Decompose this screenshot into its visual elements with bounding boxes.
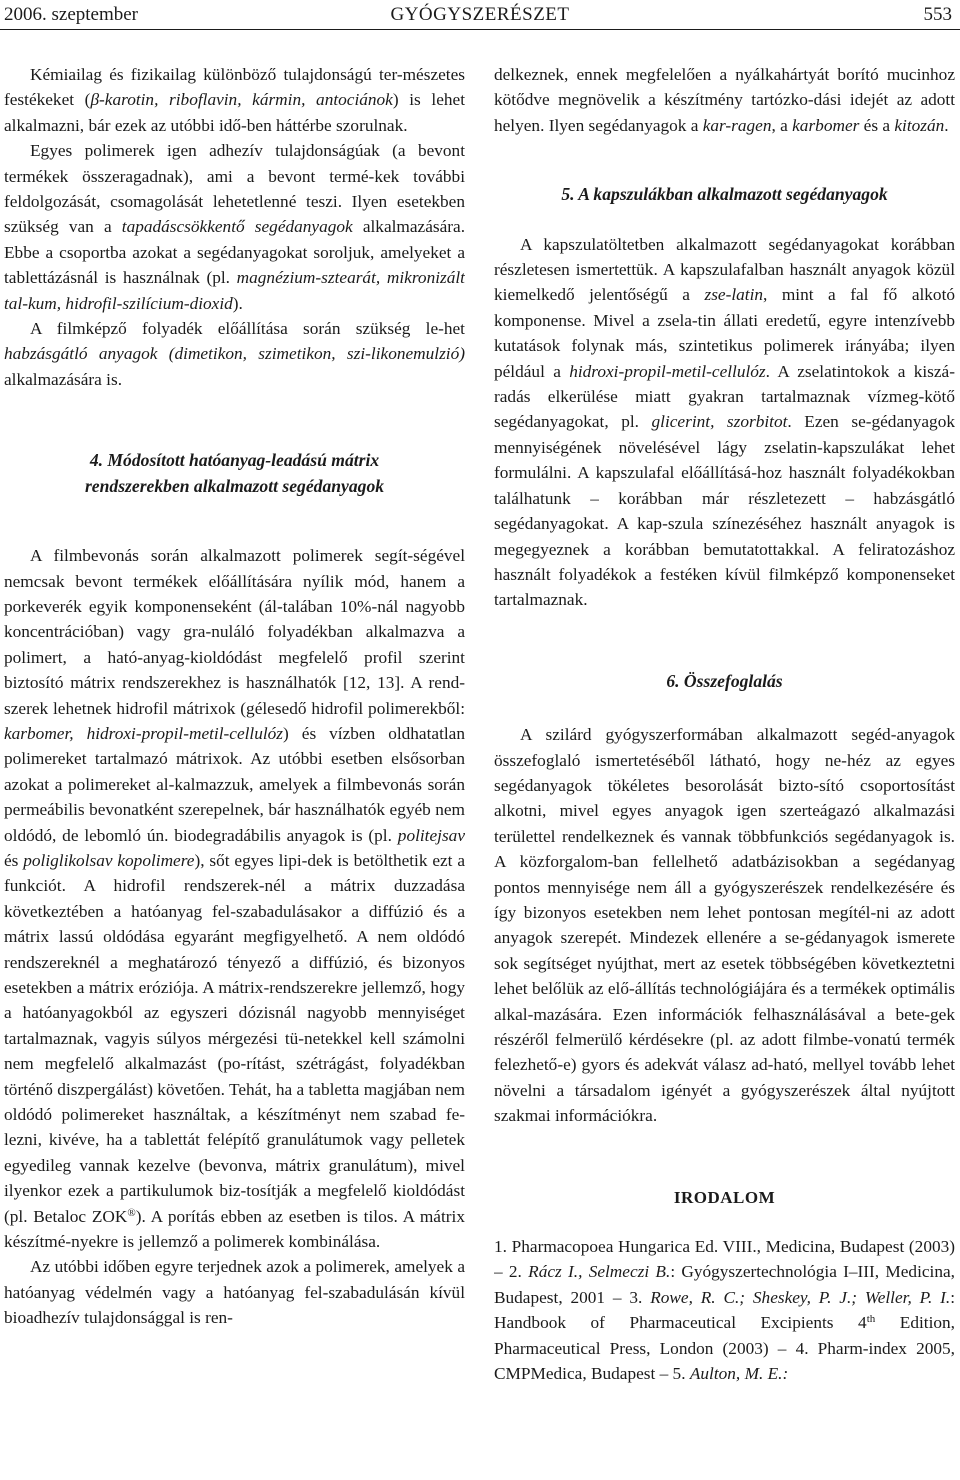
text-run: : Handbook of Pharmaceutical Excipients 4	[494, 1287, 955, 1333]
page-number: 553	[923, 4, 952, 25]
text-run: és	[4, 850, 24, 870]
text-run: A filmbevonás során alkalmazott polimerek segít-ségével nemcsak bevont termékek előállítására nyílik mód, hanem a porkeverék egyik komponenseként (ál-talában 10%-nál nagyobb koncentrációban) vagy gra-nuláló folyadékban alkalmazva a polimert, a ható-anyag-kioldódást megfelelő profil szerint biztosító mátrix rendszerekhez is használhatók [12, 13]. A rend-szerek lehetnek hidrofil mátrixok (gélesedő hidrofil polimerekből:	[4, 546, 465, 718]
heading-line: rendszerekben alkalmazott segédanyagok	[84, 475, 385, 496]
section-heading-5: 5. A kapszulákban alkalmazott segédanyagok	[561, 184, 888, 205]
text-run: és a	[859, 115, 895, 135]
text-run-italic: tapadáscsökkentő segédanyagok	[121, 217, 353, 237]
text-run: . Ezen se-gédanyagok mennyiségének növelésével lágy zselatin-kapszulákat lehet formulálni. A kapszulafal előállításá-hoz használt folyadékokban találhatunk – korábban már részletezett – habzásgátló segédanyagokat. A kap-szula színezéséhez használt anyagok is megegyeznek a korábban bemutatottakkal. A feliratozáshoz használt folyadékok a festéken kívül filmképző komponenseket tartalmaznak.	[494, 412, 955, 610]
paragraph-bioadhesive-cont	[494, 62, 955, 138]
text-run: ) is lehet alkalmazni, bár ezek az utóbbi idő-ben háttérbe szorulnak.	[4, 90, 465, 135]
text-run: Egyes polimerek igen adhezív tulajdonságúak (a bevont termékek összeragadnak), ami a bevont termé-kek további feldolgozását, csomagolását lehetetlenné teszi. Ilyen esetekben szükség van a	[4, 141, 465, 237]
section-heading-4	[4, 448, 465, 499]
text-run: , mint a fal fő alkotó komponense. Mivel a zsela-tin állati eredetű, egyre intenzívebb kutatások folynak más, szintetikus polimerek irányába; ilyen például a	[494, 285, 955, 381]
text-run: .	[944, 115, 949, 135]
heading-line: 4. Módosított hatóanyag-leadású mátrix	[89, 450, 380, 471]
references-heading: IRODALOM	[673, 1187, 776, 1207]
spacer	[494, 138, 955, 182]
paragraph-antifoam	[4, 316, 465, 392]
spacer	[494, 1210, 955, 1234]
left-column	[4, 62, 465, 1474]
paragraph-antiadhesive	[4, 138, 465, 316]
text-run-italic: β-karotin, riboflavin, kármin, antociánok	[90, 90, 393, 110]
paragraph-matrix-systems	[4, 543, 465, 1254]
journal-title: GYÓGYSZERÉSZET	[390, 4, 570, 25]
paragraph-capsules	[494, 232, 955, 613]
text-run-italic: glicerint, szorbitot	[651, 412, 788, 432]
issue-date: 2006. szeptember	[4, 4, 139, 25]
text-run-italic: Rowe, R. C.; Sheskey, P. J.; Weller, P. I.	[650, 1287, 951, 1307]
text-run: : Gyógyszertechnológia I–III, Medicina, Budapest, 2001 – 3.	[494, 1262, 955, 1307]
text-run-italic: magnézium-sztearát, mikronizált tal-kum, hidrofil-szilícium-dioxid	[4, 268, 465, 313]
superscript: th	[866, 1313, 876, 1326]
references-text	[494, 1234, 955, 1386]
text-run: A kapszulatöltetben alkalmazott segédanyagokat korábban részletesen ismertettük. A kapszulafalban használt anyagok közül kiemelkedő jelentőségű a	[494, 234, 955, 305]
spacer	[494, 208, 955, 232]
text-run: delkeznek, ennek megfelelően a nyálkahártyát borító mucinhoz kötődve megnövelik a készítmény tartózko-dási idejét az adott helyen. Ilyen segédanyagok a	[494, 65, 955, 135]
text-run: , a	[771, 115, 793, 135]
text-run-italic: politejsav	[397, 825, 465, 845]
text-run-italic: karbomer, hidroxi-propil-metil-cellulóz	[4, 723, 284, 743]
text-run: ).	[232, 293, 243, 313]
spacer	[4, 499, 465, 543]
text-run-italic: kitozán	[894, 115, 945, 135]
text-run-italic: Rácz I., Selmeczi B.	[528, 1262, 671, 1282]
section-heading-6: 6. Összefoglalás	[666, 670, 783, 691]
text-run-italic: karbomer	[792, 115, 860, 135]
spacer	[494, 1129, 955, 1185]
right-column	[494, 62, 955, 1474]
text-run-italic: kar-ragen	[702, 115, 772, 135]
text-run: Edition, Pharmaceutical Press, London (2003) – 4. Pharm-index 2005, CMPMedica, Budapest – 5.	[494, 1313, 955, 1384]
text-run-italic: habzásgátló anyagok (dimetikon, szimetikon, szi-likonemulzió)	[4, 344, 465, 364]
text-run-italic: hidroxi-propil-metil-cellulóz	[569, 361, 766, 381]
text-run: A filmképző folyadék előállítása során szükség le-het	[30, 319, 465, 339]
text-run: . A zselatintokok a kiszá-radás elkerülése miatt gyakran tartalmaznak vízmeg-kötő segédanyagokat, pl.	[494, 361, 955, 432]
text-run-italic: poliglikolsav kopolimere	[23, 850, 195, 870]
text-run: alkalmazására. Ebbe a csoportba azokat a segédanyagokat soroljuk, amelyeket a tablettázásnál is használnak (pl.	[4, 217, 465, 288]
spacer	[494, 694, 955, 722]
page-header	[0, 0, 960, 30]
text-run: Kémiailag és fizikailag különböző tulajdonságú ter-mészetes festékeket (	[4, 65, 465, 110]
registered-mark: ®	[127, 1206, 136, 1219]
text-run: ) és vízben oldhatatlan polimereket tartalmazó mátrixok. Az utóbbi esetben elsősorban azokat a polimereket al-kalmazzuk, amelyek a filmbevonás során permeábilis bevonatként szerepelnek, bár használhatók egyéb nem oldódó, de lebomló ún. biodegradábilis anyagok is (pl.	[4, 723, 465, 845]
references-list	[494, 1234, 955, 1386]
text-run-italic: Aulton, M. E.:	[689, 1364, 789, 1384]
paragraph-summary: A szilárd gyógyszerformában alkalmazott segéd-anyagok összefoglaló ismertetéséből látható, hogy ne-héz az egyes segédanyagok tökéletes besorolását bizto-sító csoportosítást alkotni, mivel egyes anyagok igen szerteágazó alkalmazási területtel rendelkeznek és vannak többfunkciós segédanyagok is. A közforgalom-ban fellelhető adatbázisokban a segédanyag pontos mennyisége nem áll a gyógyszerészek rendelkezésére és így bizonyos esetekben nem lehet pontosan megítél-ni az adott anyagok szerepét. Mindezek ellenére a se-gédanyagok ismerete sok segítséget nyújthat, mert az esetek többségében következtetni lehet belőlük az elő-állítás technológiájára és a termékek optimális alkal-mazására. Ezen információk felhasználásával a bete-gek részéről felmerülő kérdésekre (pl. az adott filmbe-vonatú termék felezhető-e) gyors és adekvát válasz ad-ható, mellyel tovább lehet növelni a társadalom igényét a gyógyszerészek által nyújtott szakmai információkra.	[494, 725, 955, 1126]
text-run: ), sőt egyes lipi-dek is betölthetik ezt a funkciót. A hidrofil rendszerek-nél a mátrix duzzadása következtében a hatóanyag fel-szabadulásakor a diffúzió és a mátrix lassú oldódása egyaránt megfigyelhető. A nem oldódó rendszereknél a meghatározó tényező a diffúzió, és bizonyos esetekben a mátrix eróziója. A mátrix-rendszerekre jellemző, hogy a hatóanyagokból az egyszeri dózisnál nagyobb mennyiséget tartalmaznak, vagyis súlyos mérgezési tü-netekkel kell számolni nem megfelelő alkalmazást (po-rítást, szétrágást, folyadékban történő diszpergálást) követően. Tehát, ha a tabletta magjában nem oldódó polimereket használtak, a készítményt nem szabad fe-lezni, kivéve, ha a tablettát felépítő granulátumok vagy pelletek egyedileg vannak kezelve (bevonva, mátrix granulátum), mivel ilyenkor ezek a partikulumok biz-tosítják a megfelelő kioldódást (pl. Betaloc ZOK	[4, 850, 465, 1226]
spacer	[4, 392, 465, 448]
text-run: 1. Pharmacopoea Hungarica Ed. VIII., Medicina, Budapest (2003) – 2.	[494, 1237, 955, 1282]
paragraph-natural-dyes	[4, 62, 465, 138]
text-run: ). A porítás ebben az esetben is tilos. A mátrix készítmé-nyekre is jellemző a polimerek kombinálása.	[4, 1206, 465, 1252]
text-run-italic: zse-latin	[704, 285, 764, 305]
spacer	[494, 613, 955, 669]
text-run: alkalmazására is.	[4, 369, 123, 389]
paragraph-bioadhesive: Az utóbbi időben egyre terjednek azok a polimerek, amelyek a hatóanyag védelmén vagy a hatóanyag fel-szabadulásán kívül bioadhezív tulajdonsággal is ren-	[4, 1257, 465, 1328]
